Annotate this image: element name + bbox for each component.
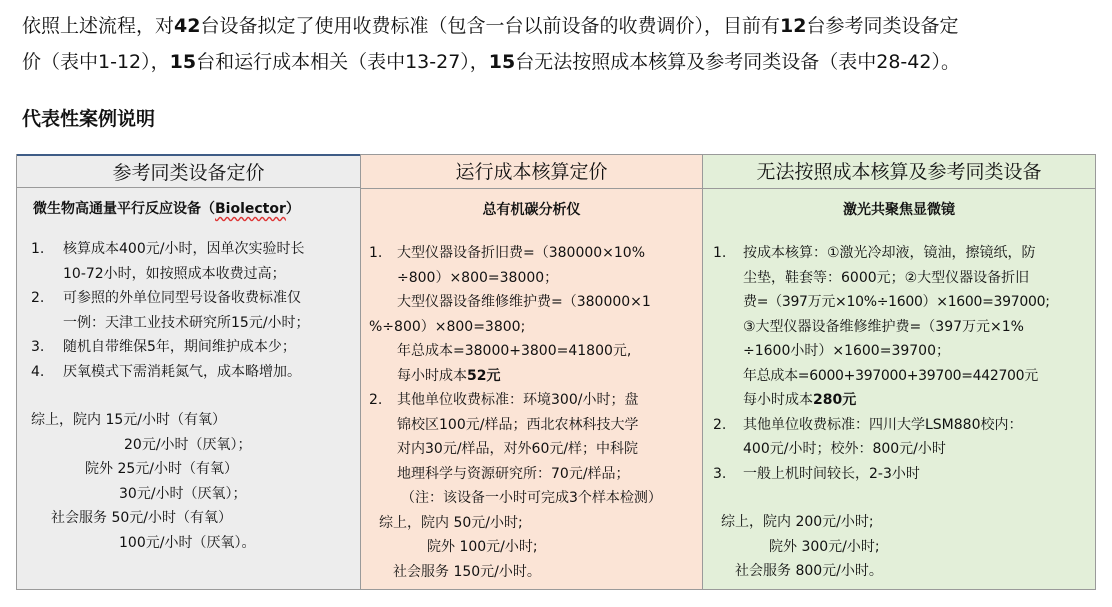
hourly-cost: 280元 bbox=[813, 392, 857, 408]
item-line: 大型仪器设备折旧费=（380000×10% bbox=[397, 245, 646, 261]
item-number: 2. bbox=[31, 290, 45, 306]
column-body bbox=[17, 237, 360, 555]
intro-paragraph bbox=[22, 8, 1097, 80]
item-line: 一般上机时间较长，2-3小时 bbox=[743, 465, 920, 482]
hourly-cost: 52元 bbox=[467, 367, 501, 384]
item-number: 2. bbox=[713, 416, 727, 433]
item-number: 1. bbox=[31, 241, 45, 257]
intro-count-12: 12 bbox=[779, 15, 807, 37]
column-header: 无法按照成本核算及参考同类设备 bbox=[703, 155, 1095, 189]
item-line: 随机自带维保5年，期间维护成本少； bbox=[63, 339, 296, 355]
intro-count-15b: 15 bbox=[488, 51, 516, 73]
cost-label: 每小时成本 bbox=[743, 392, 813, 408]
summary-line: 综上，院内 50元/小时; bbox=[379, 514, 523, 531]
intro-text: 价（表中1-12）， bbox=[22, 51, 170, 73]
list-item bbox=[17, 237, 360, 286]
item-number: 1. bbox=[369, 245, 383, 261]
summary-line: 社会服务 150元/小时。 bbox=[393, 563, 541, 580]
list-item bbox=[361, 241, 702, 388]
item-line: 核算成本400元/小时，因单次实验时长 bbox=[63, 241, 305, 257]
summary-line: 20元/小时（厌氧）； bbox=[124, 436, 252, 453]
column-operating-cost-pricing bbox=[361, 155, 703, 589]
column-header: 运行成本核算定价 bbox=[361, 155, 702, 189]
summary-line: 院外 300元/小时; bbox=[769, 538, 880, 555]
column-body bbox=[361, 241, 702, 584]
item-line: 厌氧模式下需消耗氮气，成本略增加。 bbox=[63, 363, 301, 380]
item-number: 3. bbox=[713, 465, 727, 482]
item-line: 对内30元/样品，对外60元/样；中科院 bbox=[397, 441, 639, 457]
summary-line: 100元/小时（厌氧）。 bbox=[119, 534, 256, 551]
column-no-cost-no-reference bbox=[703, 155, 1095, 589]
list-item bbox=[17, 335, 360, 360]
item-number: 3. bbox=[31, 339, 45, 355]
item-line bbox=[397, 364, 694, 389]
summary-line: 院外 25元/小时（有氧） bbox=[85, 461, 238, 477]
column-reference-pricing bbox=[17, 155, 361, 589]
intro-text: 台和运行成本相关（表中13-27）， bbox=[196, 51, 489, 73]
intro-text: 台设备拟定了使用收费标准（包含一台以前设备的收费调价），目前有 bbox=[200, 15, 780, 37]
column-header: 参考同类设备定价 bbox=[17, 154, 360, 188]
item-line bbox=[743, 388, 1087, 413]
item-line: 尘垫，鞋套等：6000元；②大型仪器设备折旧 bbox=[743, 269, 1030, 286]
item-line: 锦校区100元/样品；西北农林科技大学 bbox=[397, 416, 639, 433]
device-name: 激光共聚焦显微镜 bbox=[843, 202, 955, 218]
summary-line: 社会服务 50元/小时（有氧） bbox=[51, 510, 232, 526]
summary-line: 院外 100元/小时; bbox=[427, 539, 538, 555]
cost-label: 每小时成本 bbox=[397, 367, 467, 384]
device-name: 总有机碳分析仪 bbox=[482, 202, 581, 218]
item-line: ÷1600小时）×1600=39700； bbox=[743, 343, 950, 359]
item-line: ③大型仪器设备维修维护费=（397万元×1% bbox=[743, 318, 1024, 335]
list-item bbox=[361, 388, 702, 511]
item-line: 可参照的外单位同型号设备收费标准仅 bbox=[63, 290, 301, 306]
intro-text: 台参考同类设备定 bbox=[806, 15, 959, 37]
summary-line: 社会服务 800元/小时。 bbox=[735, 563, 883, 579]
item-line: 按成本核算：①激光冷却液，镜油，擦镜纸，防 bbox=[743, 245, 1036, 261]
column-body bbox=[703, 241, 1095, 584]
intro-line-1 bbox=[22, 8, 1097, 44]
item-number: 1. bbox=[713, 245, 727, 261]
item-line: 年总成本=38000+3800=41800元, bbox=[397, 343, 632, 359]
intro-count-15a: 15 bbox=[169, 51, 197, 73]
device-name-underlined: Biolector bbox=[215, 201, 286, 217]
section-title: 代表性案例说明 bbox=[22, 108, 156, 130]
item-line: 地理科学与资源研究所：70元/样品； bbox=[397, 465, 630, 482]
intro-line-2 bbox=[22, 44, 1097, 80]
item-line: ÷800）×800=38000； bbox=[397, 269, 559, 286]
device-name-prefix: 微生物高通量平行反应设备（ bbox=[33, 201, 215, 217]
device-name bbox=[17, 198, 360, 218]
list-item bbox=[703, 241, 1095, 413]
item-line: 费=（397万元×10%÷1600）×1600=397000; bbox=[743, 294, 1050, 310]
list-item bbox=[17, 360, 360, 385]
summary-line: 30元/小时（厌氧）； bbox=[119, 485, 247, 502]
intro-count-42: 42 bbox=[174, 15, 201, 37]
item-line: 年总成本=6000+397000+39700=442700元 bbox=[743, 367, 1038, 384]
item-line: 其他单位收费标准：四川大学LSM880校内： bbox=[743, 416, 1023, 433]
summary-line: 综上，院内 200元/小时; bbox=[721, 514, 874, 530]
item-number: 4. bbox=[31, 363, 45, 380]
list-item bbox=[703, 462, 1095, 487]
device-name-suffix: ） bbox=[285, 201, 300, 217]
summary-line: 综上，院内 15元/小时（有氧） bbox=[31, 412, 226, 428]
item-line: 10-72小时，如按照成本收费过高； bbox=[63, 265, 286, 282]
item-line: %÷800）×800=3800; bbox=[369, 318, 526, 335]
list-item bbox=[17, 286, 360, 335]
item-line: 400元/小时；校外：800元/小时 bbox=[743, 441, 946, 457]
intro-text: 台无法按照成本核算及参考同类设备（表中28-42）。 bbox=[515, 51, 960, 73]
intro-text: 依照上述流程，对 bbox=[22, 15, 175, 37]
list-item bbox=[703, 413, 1095, 462]
item-number: 2. bbox=[369, 392, 383, 408]
item-line: 大型仪器设备维修维护费=（380000×1 bbox=[397, 294, 651, 310]
item-line: 其他单位收费标准：环境300/小时；盘 bbox=[397, 392, 639, 408]
case-table bbox=[16, 154, 1096, 590]
item-line: （注：该设备一小时可完成3个样本检测） bbox=[401, 490, 662, 506]
item-line: 一例：天津工业技术研究所15元/小时； bbox=[63, 314, 310, 331]
